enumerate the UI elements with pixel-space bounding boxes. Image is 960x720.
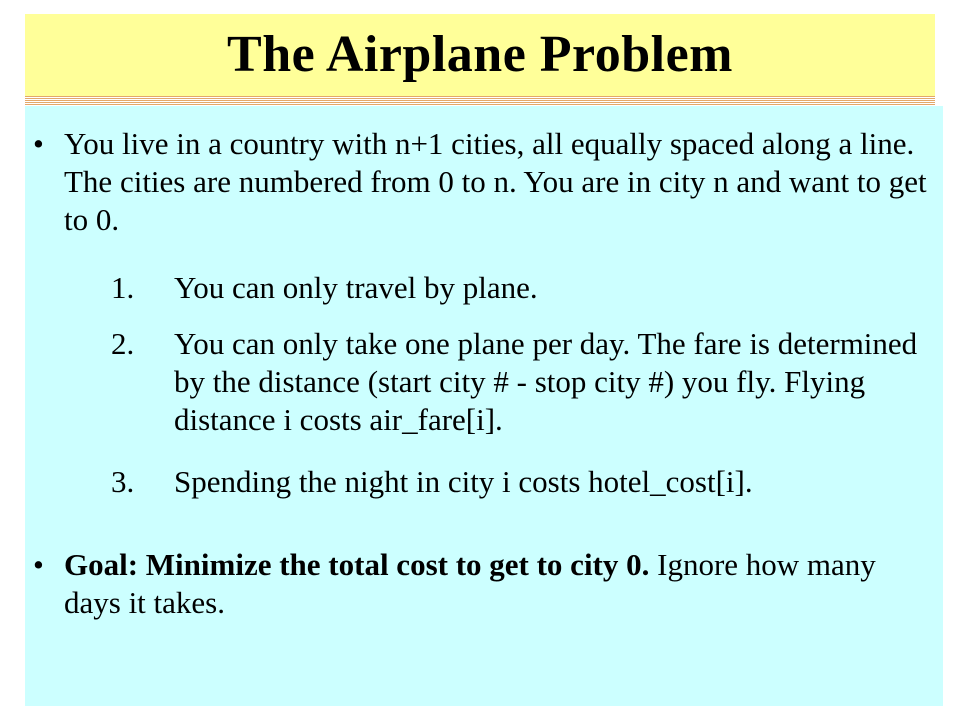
item-number: 1. (111, 270, 135, 305)
goal-bold-text: Goal: Minimize the total cost to get to city 0. (64, 547, 650, 582)
title-bar (25, 14, 935, 96)
item-number: 3. (111, 464, 135, 499)
item-text: Spending the night in city i costs hotel_cost[i]. (174, 464, 753, 499)
numbered-item (111, 463, 931, 501)
slide-title: The Airplane Problem (227, 26, 733, 83)
bullet-dot: • (33, 547, 44, 582)
numbered-item (111, 269, 931, 307)
numbered-item (111, 325, 931, 439)
item-text: You can only travel by plane. (174, 270, 538, 305)
content-area (25, 106, 943, 706)
item-number: 2. (111, 326, 135, 361)
title-divider (25, 96, 935, 106)
bullet-dot: • (33, 126, 44, 161)
item-text: You can only take one plane per day. The fare is determined by the distance (start city # - stop city #) you fly. Flying distance i costs air_fare[i]. (174, 326, 918, 437)
goal-rest-text: Ignore how many days it takes. (64, 547, 876, 620)
bullet-item (33, 125, 928, 239)
bullet-item (33, 546, 928, 622)
bullet-text (64, 546, 928, 622)
bullet-text: You live in a country with n+1 cities, all equally spaced along a line. The cities are numbered from 0 to n. You are in city n and want to get to 0. (64, 126, 927, 237)
